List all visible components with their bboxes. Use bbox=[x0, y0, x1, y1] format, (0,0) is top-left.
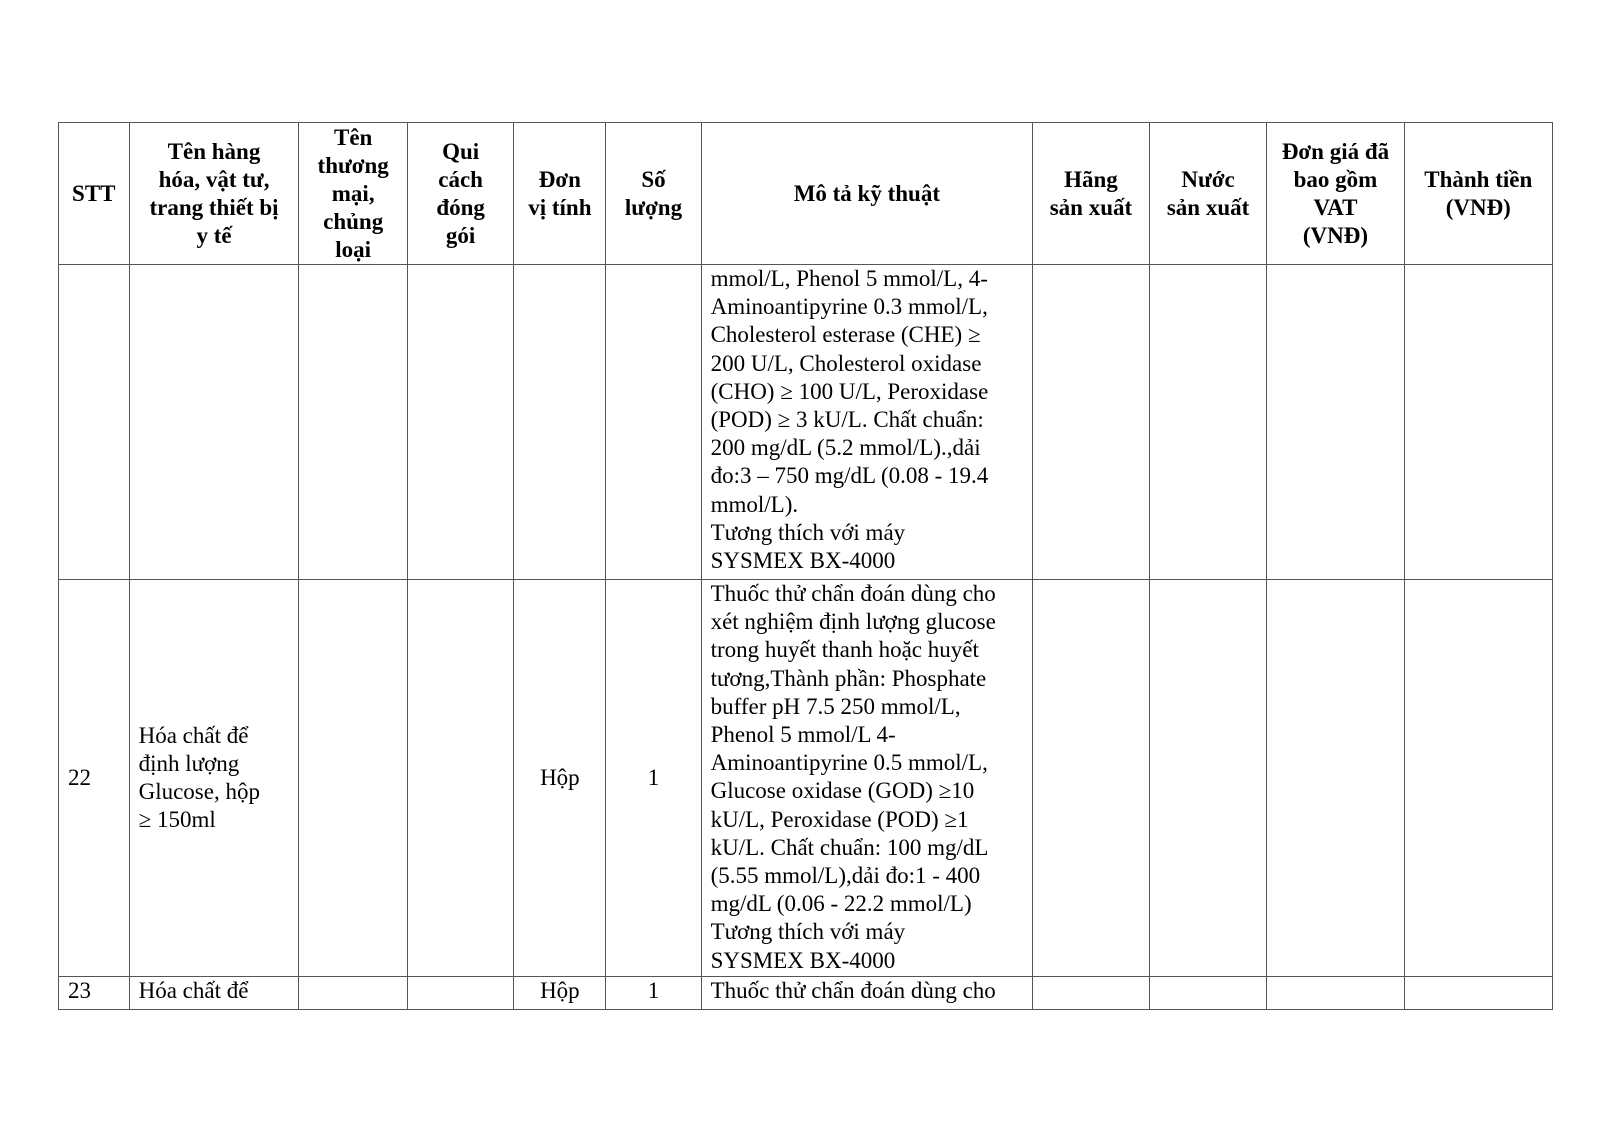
header-unit-price: Đơn giá đã bao gồm VAT (VNĐ) bbox=[1267, 123, 1404, 265]
header-packaging: Qui cách đóng gói bbox=[407, 123, 513, 265]
header-country: Nước sản xuất bbox=[1149, 123, 1267, 265]
cell-technical-description: Thuốc thử chẩn đoán dùng cho bbox=[701, 977, 1033, 1010]
header-stt: STT bbox=[59, 123, 130, 265]
cell-manufacturer bbox=[1033, 977, 1150, 1010]
product-table bbox=[58, 122, 1553, 1010]
cell-item-name: Hóa chất để định lượng Glucose, hộp ≥ 150ml bbox=[129, 580, 299, 977]
cell-total bbox=[1404, 580, 1552, 977]
cell-country bbox=[1149, 580, 1267, 977]
cell-unit-price bbox=[1267, 977, 1404, 1010]
cell-item-name: Hóa chất để bbox=[129, 977, 299, 1010]
header-unit: Đơn vị tính bbox=[514, 123, 606, 265]
cell-unit-price bbox=[1267, 265, 1404, 580]
cell-quantity: 1 bbox=[606, 977, 701, 1010]
cell-trade-name bbox=[299, 977, 407, 1010]
cell-country bbox=[1149, 977, 1267, 1010]
cell-unit bbox=[514, 265, 606, 580]
cell-packaging bbox=[407, 580, 513, 977]
table-row bbox=[59, 580, 1553, 977]
table-row bbox=[59, 977, 1553, 1010]
cell-trade-name bbox=[299, 580, 407, 977]
header-total: Thành tiền (VNĐ) bbox=[1404, 123, 1552, 265]
cell-country bbox=[1149, 265, 1267, 580]
header-item-name: Tên hàng hóa, vật tư, trang thiết bị y tế bbox=[129, 123, 299, 265]
cell-stt: 22 bbox=[59, 580, 130, 977]
table-header-row bbox=[59, 123, 1553, 265]
header-quantity: Số lượng bbox=[606, 123, 701, 265]
cell-unit-price bbox=[1267, 580, 1404, 977]
cell-total bbox=[1404, 265, 1552, 580]
cell-packaging bbox=[407, 265, 513, 580]
header-manufacturer: Hãng sản xuất bbox=[1033, 123, 1150, 265]
cell-stt: 23 bbox=[59, 977, 130, 1010]
table-row bbox=[59, 265, 1553, 580]
cell-manufacturer bbox=[1033, 265, 1150, 580]
cell-quantity: 1 bbox=[606, 580, 701, 977]
cell-unit: Hộp bbox=[514, 580, 606, 977]
cell-item-name bbox=[129, 265, 299, 580]
cell-technical-description: mmol/L, Phenol 5 mmol/L, 4- Aminoantipyrine 0.3 mmol/L, Cholesterol esterase (CHE) ≥ 200 U/L, Cholesterol oxidase (CHO) ≥ 100 U/L, Peroxidase (POD) ≥ 3 kU/L. Chất chuẩn: 200 mg/dL (5.2 mmol/L).,dải đo:3 – 750 mg/dL (0.08 - 19.4 mmol/L). Tương thích với máy SYSMEX BX-4000 bbox=[701, 265, 1033, 580]
cell-quantity bbox=[606, 265, 701, 580]
cell-total bbox=[1404, 977, 1552, 1010]
cell-trade-name bbox=[299, 265, 407, 580]
cell-technical-description: Thuốc thử chẩn đoán dùng cho xét nghiệm định lượng glucose trong huyết thanh hoặc huyết tương,Thành phần: Phosphate buffer pH 7.5 250 mmol/L, Phenol 5 mmol/L 4- Aminoantipyrine 0.5 mmol/L, Glucose oxidase (GOD) ≥10 kU/L, Peroxidase (POD) ≥1 kU/L. Chất chuẩn: 100 mg/dL (5.55 mmol/L),dải đo:1 - 400 mg/dL (0.06 - 22.2 mmol/L) Tương thích với máy SYSMEX BX-4000 bbox=[701, 580, 1033, 977]
header-trade-name: Tên thương mại, chủng loại bbox=[299, 123, 407, 265]
cell-unit: Hộp bbox=[514, 977, 606, 1010]
cell-manufacturer bbox=[1033, 580, 1150, 977]
cell-stt bbox=[59, 265, 130, 580]
header-technical-description: Mô tả kỹ thuật bbox=[701, 123, 1033, 265]
cell-packaging bbox=[407, 977, 513, 1010]
